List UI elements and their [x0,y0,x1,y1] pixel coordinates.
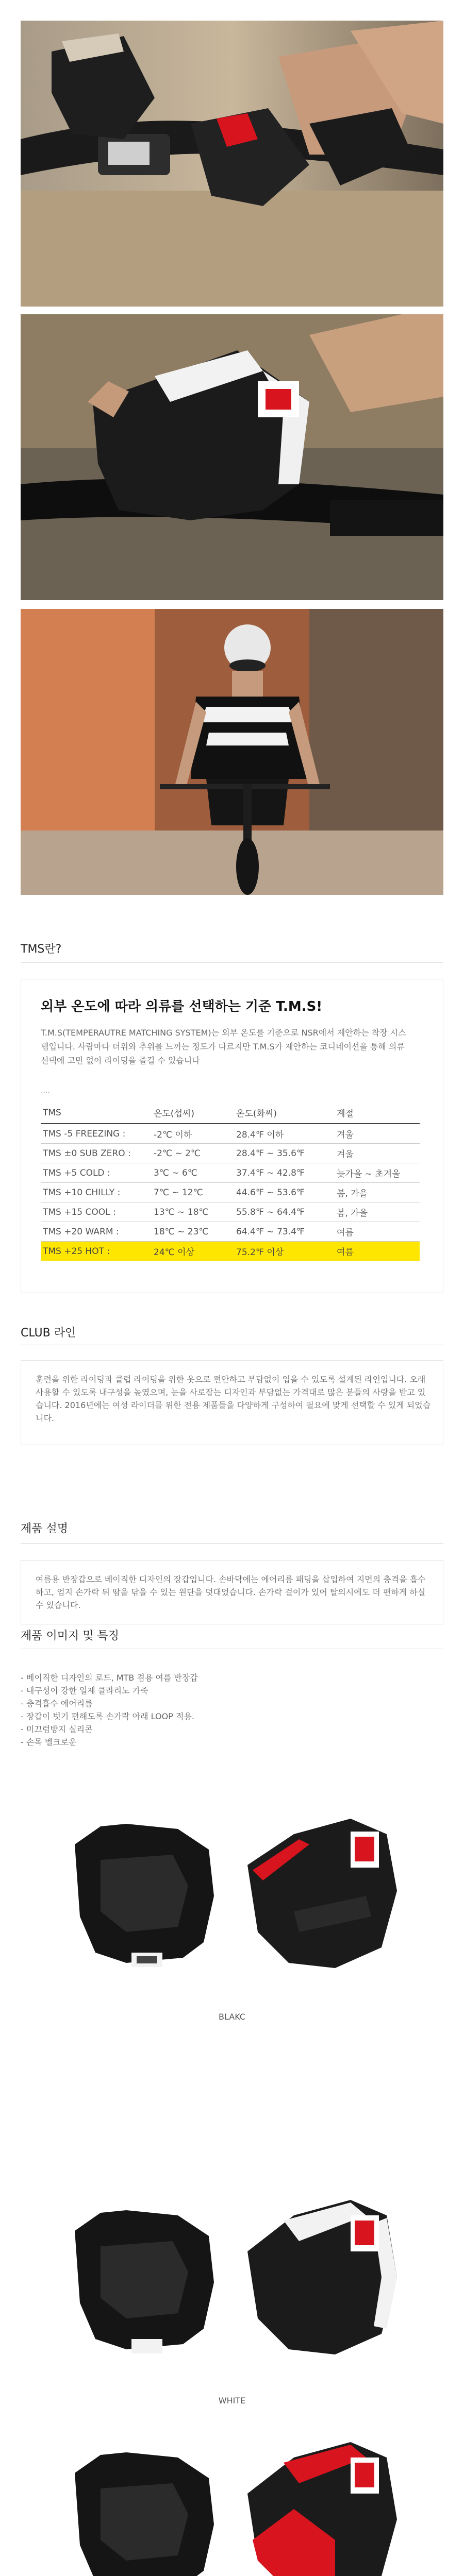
tms-cell: 겨울 [335,1144,420,1163]
glove-black-back-image [232,1814,407,1980]
tms-heading: 외부 온도에 따라 의류를 선택하는 기준 T.M.S! [41,999,323,1014]
tms-cell: 37.4℉ ~ 42.8℉ [234,1163,335,1183]
list-item: - 내구성이 강한 일제 클라리노 가죽 [21,1686,148,1696]
tms-cell: -2℃ 이하 [152,1124,234,1144]
description-section-title: 제품 설명 [21,1522,69,1535]
description-card [21,1560,443,1624]
divider [21,962,443,963]
tms-cell: 늦가을 ~ 초겨울 [335,1163,420,1183]
tms-cell: 13℃ ~ 18℃ [152,1202,234,1222]
tms-cell: 28.4℉ 이하 [234,1124,335,1144]
tms-cell: TMS +10 CHILLY : [41,1183,152,1202]
tms-cell: TMS +5 COLD : [41,1163,152,1183]
tms-cell: 75.2℉ 이상 [234,1242,335,1261]
lifestyle-photo-handlebar [21,21,443,307]
tms-cell: 겨울 [335,1124,420,1144]
tms-cell: 55.8℉ ~ 64.4℉ [234,1202,335,1222]
club-card [21,1360,443,1445]
table-row [41,1202,420,1222]
tms-table [41,1103,420,1261]
table-row-highlighted [41,1242,420,1261]
table-row [41,1144,420,1163]
tms-cell: TMS ±0 SUB ZERO : [41,1144,152,1163]
caption-white: WHITE [218,2396,246,2405]
club-section-title: CLUB 라인 [21,1327,76,1340]
features-section-title: 제품 이미지 및 특징 [21,1630,119,1642]
product-description: 여름용 반장갑으로 베이직한 디자인의 장갑입니다. 손바닥에는 에어리름 패딩을 삽입하여 지면의 충격을 흡수하고, 엄지 손가락 뒤 땀을 닦을 수 있는 원단을 덧대었습니다. 손가락 걸이가 있어 탈의시에도 더 편하게 하실 수 있습니다. [36,1574,426,1610]
tms-header-celsius: 온도(섭씨) [152,1103,234,1124]
list-item: - 손목 벨크로운 [21,1737,77,1747]
feature-list [21,1671,198,1749]
tms-cell: 여름 [335,1222,420,1242]
tms-cell: 봄, 가을 [335,1183,420,1202]
tms-table-header-row [41,1103,420,1124]
tms-cell: 28.4℉ ~ 35.6℉ [234,1144,335,1163]
tms-description: T.M.S(TEMPERAUTRE MATCHING SYSTEM)는 외부 온도를 기준으로 NSR에서 제안하는 착장 시스템입니다. 사람마다 더위와 추위를 느끼는 정도가 다르지만 T.M.S가 제안하는 코디네이션을 통해 의류 선택에 고민 없이 라이딩을 즐길 수 있습니다 [41,1028,406,1065]
lifestyle-photo-glove-closeup [21,314,443,600]
tms-card [21,979,443,1293]
club-description: 훈련을 위한 라이딩과 클럽 라이딩을 위한 옷으로 편안하고 부담없이 입을 수 있도록 설계된 라인입니다. 오래 사용할 수 있도록 내구성을 높였으며, 눈을 사로잡는 디자인과 부담없는 가격대로 많은 분들의 사랑을 받고 있습니다. 2016년에는 여성 라이더를 위한 전용 제품들을 다양하게 구성하여 필요에 맞게 선택할 수 있게 되었습니다. [36,1375,431,1423]
tms-cell: 7℃ ~ 12℃ [152,1183,234,1202]
list-item: - 베이직한 디자인의 로드, MTB 겸용 여름 반장갑 [21,1673,198,1683]
table-row [41,1163,420,1183]
tms-dots: .... [41,1087,50,1095]
tms-cell: TMS +15 COOL : [41,1202,152,1222]
list-item: - 장갑이 벗기 편해도록 손가락 아래 LOOP 적용. [21,1711,194,1721]
glove-white-back-image [232,2195,407,2367]
table-row [41,1183,420,1202]
glove-white-palm-image [54,2200,229,2367]
tms-header-fahrenheit: 온도(화씨) [234,1103,335,1124]
divider [21,1543,443,1544]
glove-black-palm-image [54,1814,229,1980]
tms-cell: TMS -5 FREEZING : [41,1124,152,1144]
table-row [41,1222,420,1242]
tms-cell: 봄, 가을 [335,1202,420,1222]
lifestyle-photo-rider [21,609,443,895]
caption-black: BLAKC [219,2012,245,2022]
tms-header-tms: TMS [41,1103,152,1124]
tms-section-title: TMS란? [21,943,62,956]
list-item: - 미끄럼방지 실리콘 [21,1724,93,1734]
tms-cell: 18℃ ~ 23℃ [152,1222,234,1242]
tms-header-season: 계절 [335,1103,420,1124]
tms-cell: 24℃ 이상 [152,1242,234,1261]
list-item: - 충격흡수 에어리름 [21,1699,93,1708]
glove-red-palm-image [54,2442,229,2576]
tms-cell: 여름 [335,1242,420,1261]
tms-cell: 64.4℉ ~ 73.4℉ [234,1222,335,1242]
tms-cell: TMS +25 HOT : [41,1242,152,1261]
tms-cell: TMS +20 WARM : [41,1222,152,1242]
glove-red-back-image [232,2437,407,2576]
table-row [41,1124,420,1144]
tms-cell: 3℃ ~ 6℃ [152,1163,234,1183]
tms-cell: 44.6℉ ~ 53.6℉ [234,1183,335,1202]
tms-cell: -2℃ ~ 2℃ [152,1144,234,1163]
